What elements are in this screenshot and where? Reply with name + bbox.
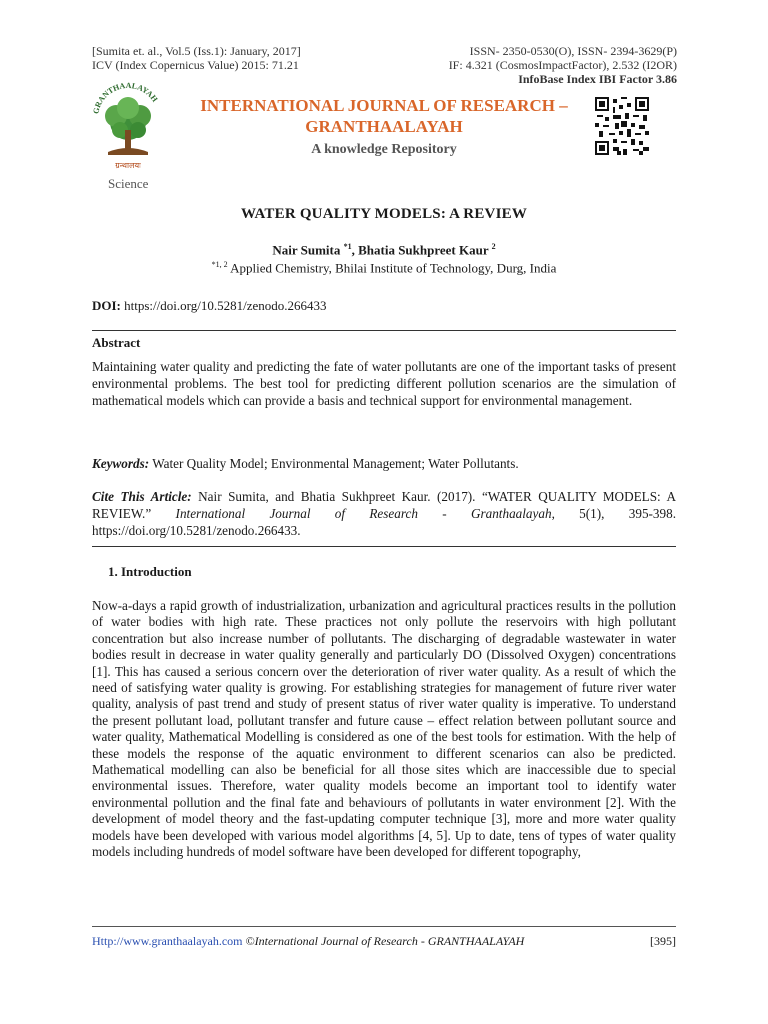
abstract-bottom-rule (92, 546, 676, 547)
author-2-marker: 2 (491, 242, 496, 251)
header-issn: ISSN- 2350-0530(O), ISSN- 2394-3629(P) (469, 44, 677, 58)
header-left (92, 44, 301, 72)
affiliation-marker: *1, 2 (211, 260, 228, 269)
cite-label: Cite This Article: (92, 489, 192, 504)
header-citation: [Sumita et. al., Vol.5 (Iss.1): January, 2017] (92, 44, 301, 58)
header-right (410, 44, 677, 86)
author-1: Nair Sumita (272, 242, 341, 258)
author-1-marker: *1 (343, 242, 352, 251)
header-infobase: InfoBase Index IBI Factor 3.86 (518, 72, 677, 86)
journal-logo (88, 82, 168, 172)
header-impact-factor: IF: 4.321 (CosmosImpactFactor), 2.532 (I2OR) (448, 58, 677, 72)
abstract-text: Maintaining water quality and predicting the fate of water pollutants are one of the important tasks of present environmental problems. The best tool for predicting different pollution scenarios are the simulation of mathematical models which can provide a basis and technical support for environmental management. (92, 359, 676, 408)
section-heading-introduction: 1. Introduction (108, 564, 192, 579)
affiliation-line (92, 260, 676, 276)
author-line (92, 242, 676, 258)
keywords-label: Keywords: (92, 456, 150, 471)
doi-label: DOI: (92, 298, 121, 313)
affiliation: Applied Chemistry, Bhilai Institute of Technology, Durg, India (230, 260, 557, 276)
cite-text: Nair Sumita, and Bhatia Sukhpreet Kaur. (2017). “WATER QUALITY MODELS: A REVIEW.” (92, 489, 676, 521)
introduction-text: Now-a-days a rapid growth of industrialization, urbanization and agricultural practices results in the pollution of water bodies with high rate. These practices not only pollute the reservoirs with high pollutant concentration but also increase number of pollutants. The discharging of degradable wastewater in water bodies result in decrease in water quality generally and particularly DO (Dissolved Oxygen) concentrations [1]. This has caused a serious concern over the deterioration of river water quality. As a result of which the need of satisfying water quality is growing. For establishing strategies for management of future river water quality, analysis of past trend and study of present status of river water quality is imperative. To understand the present pollutant load, pollutant transfer and future cause – effect relation between pollutant source and water quality, Mathematical Modelling is considered as one of the best tools for estimation. With the help of these models the response of the aquatic environment to different scenarios can also be predicted. Mathematical modelling can also be beneficial for all those sites which are inaccessible due to special environmental issues. Therefore, water quality models become an important tool to identify water environmental pollution and the final fate and behaviours of pollutants in water environment [2]. With the development of model theory and the fast-updating computer technique [3], more and more water quality models have been developed with various model algorithms [4, 5]. Up to date, tens of types of water quality models including hundreds of model software have been developed for different topography, (92, 598, 676, 860)
page-number: [395] (650, 934, 676, 948)
author-2: Bhatia Sukhpreet Kaur (358, 242, 489, 258)
qr-code (595, 97, 649, 155)
cite-tail: , 5(1), 395-398. https://doi.org/10.5281/zenodo.266433. (92, 506, 677, 538)
cite-journal: International Journal of Research - Granthaalayah (175, 506, 552, 521)
section-label: Science (108, 176, 149, 191)
author-separator: , (351, 242, 359, 258)
abstract-heading: Abstract (92, 335, 141, 350)
header-icv: ICV (Index Copernicus Value) 2015: 71.21 (92, 58, 299, 72)
footer-url[interactable]: Http://www.granthaalayah.com (92, 934, 243, 948)
cite-block (92, 488, 676, 539)
keywords-text: Water Quality Model; Environmental Management; Water Pollutants. (152, 456, 519, 471)
logo-arc-text: GRANTHAALAYAH (91, 82, 160, 115)
doi-link[interactable]: https://doi.org/10.5281/zenodo.266433 (124, 298, 327, 313)
abstract-top-rule (92, 330, 676, 331)
footer-rule (92, 926, 676, 927)
journal-title: INTERNATIONAL JOURNAL OF RESEARCH – GRANTHAALAYAH (200, 96, 568, 136)
logo-script-text: ग्रन्थालयः (115, 161, 141, 170)
journal-subtitle: A knowledge Repository (311, 142, 457, 157)
footer-copyright: ©International Journal of Research - GRANTHAALAYAH (245, 934, 525, 948)
footer (92, 934, 676, 949)
keywords-line (92, 455, 676, 472)
doi-line (92, 298, 326, 314)
paper-title: WATER QUALITY MODELS: A REVIEW (240, 206, 528, 222)
